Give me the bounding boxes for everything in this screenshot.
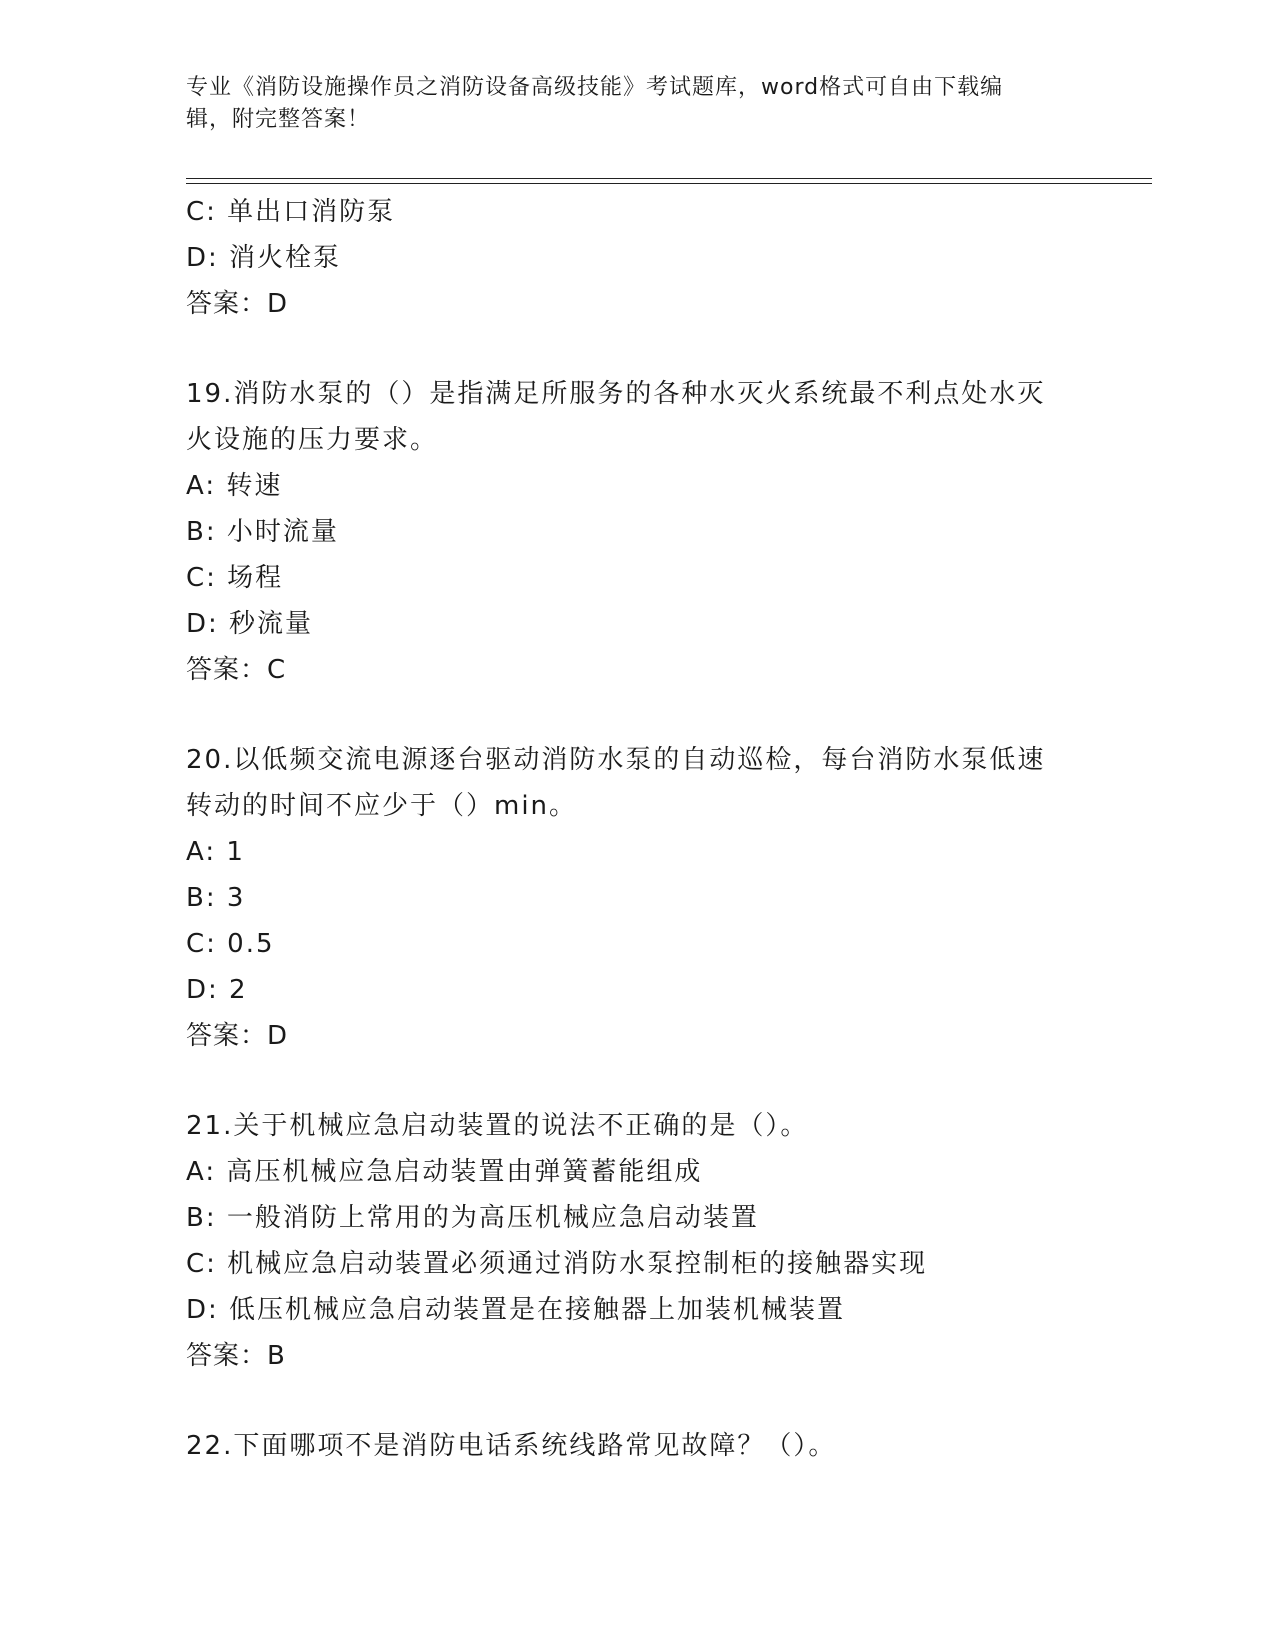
- answer: 答案：D: [186, 289, 289, 319]
- option-c: C: 场程: [186, 563, 284, 593]
- question-stem-line-1: 21.关于机械应急启动装置的说法不正确的是（）。: [186, 1111, 809, 1141]
- question-stem-line-1: 22.下面哪项不是消防电话系统线路常见故障？（）。: [186, 1431, 837, 1461]
- option-c: C: 单出口消防泵: [186, 197, 396, 227]
- option-c: C: 机械应急启动装置必须通过消防水泵控制柜的接触器实现: [186, 1249, 928, 1279]
- question-stem-line-1: 20.以低频交流电源逐台驱动消防水泵的自动巡检，每台消防水泵低速: [186, 745, 1046, 775]
- header-divider-top: [186, 178, 1152, 179]
- option-c: C: 0.5: [186, 929, 275, 959]
- question-list: [186, 189, 1086, 1469]
- question-18-tail: [186, 189, 1086, 327]
- option-d: D: 消火栓泵: [186, 243, 342, 273]
- option-d: D: 秒流量: [186, 609, 314, 639]
- question-20: [186, 737, 1086, 1059]
- option-a: A: 1: [186, 837, 245, 867]
- document-header: [186, 72, 1086, 136]
- option-b: B: 小时流量: [186, 517, 339, 547]
- question-stem-line-2: 火设施的压力要求。: [186, 425, 439, 455]
- answer: 答案：B: [186, 1341, 286, 1371]
- header-line-1: 专业《消防设施操作员之消防设备高级技能》考试题库，word格式可自由下载编: [186, 75, 1004, 100]
- header-divider-bottom: [186, 183, 1152, 184]
- option-b: B: 3: [186, 883, 246, 913]
- option-b: B: 一般消防上常用的为高压机械应急启动装置: [186, 1203, 759, 1233]
- question-stem-line-1: 19.消防水泵的（）是指满足所服务的各种水灭火系统最不利点处水灭: [186, 379, 1046, 409]
- option-d: D: 2: [186, 975, 248, 1005]
- option-d: D: 低压机械应急启动装置是在接触器上加装机械装置: [186, 1295, 846, 1325]
- question-21: [186, 1103, 1086, 1379]
- question-stem-line-2: 转动的时间不应少于（）min。: [186, 791, 578, 821]
- question-22: [186, 1423, 1086, 1469]
- header-line-2: 辑，附完整答案！: [186, 107, 371, 132]
- option-a: A: 高压机械应急启动装置由弹簧蓄能组成: [186, 1157, 703, 1187]
- answer: 答案：C: [186, 655, 287, 685]
- option-a: A: 转速: [186, 471, 283, 501]
- question-19: [186, 371, 1086, 693]
- answer: 答案：D: [186, 1021, 289, 1051]
